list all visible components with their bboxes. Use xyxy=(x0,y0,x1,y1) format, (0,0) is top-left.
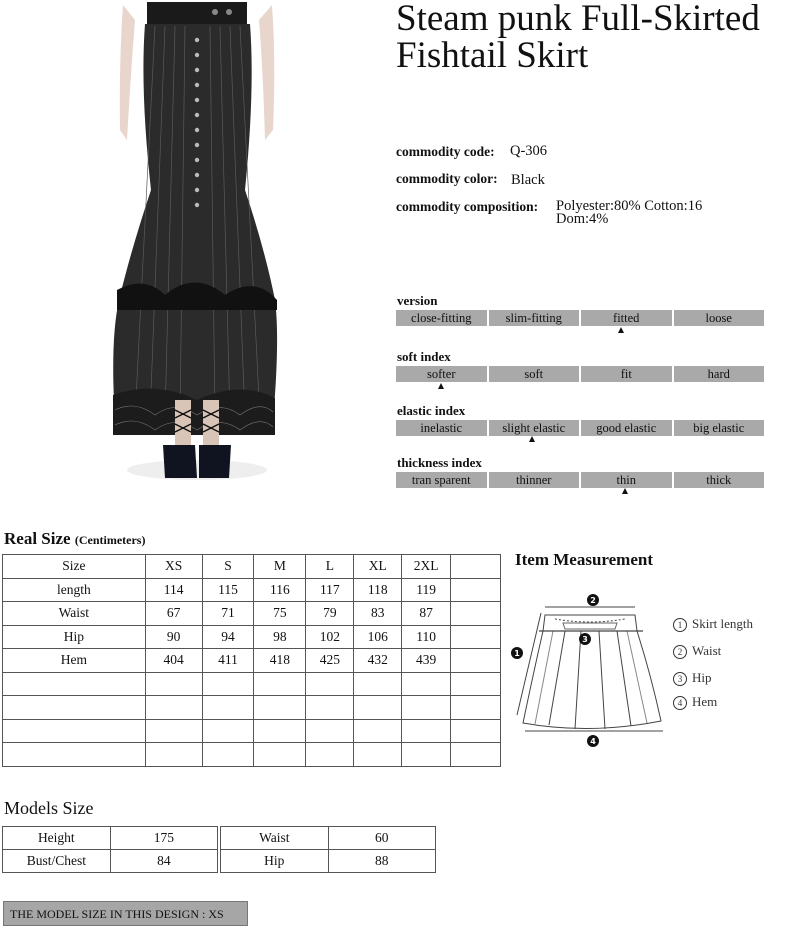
table-cell: 425 xyxy=(306,649,354,673)
table-cell: 87 xyxy=(402,602,451,626)
thickness-index-option: thick xyxy=(674,472,765,488)
table-cell xyxy=(145,719,202,743)
thickness-index-bar xyxy=(396,472,764,488)
diagram-label-waist: 2 xyxy=(590,596,596,605)
models-size-title: Models Size xyxy=(4,798,94,818)
table-cell: 75 xyxy=(254,602,306,626)
elastic-index-title: elastic index xyxy=(397,403,466,418)
table-cell: 106 xyxy=(354,625,402,649)
table-cell: 116 xyxy=(254,578,306,602)
table-row xyxy=(3,696,501,720)
thickness-index-title: thickness index xyxy=(397,455,482,470)
commodity-code-value: Q-306 xyxy=(510,143,548,159)
table-cell xyxy=(402,743,451,767)
commodity-color-value: Black xyxy=(511,172,545,188)
elastic-index-option: big elastic xyxy=(674,420,765,436)
version-option: fitted xyxy=(581,310,672,326)
table-row xyxy=(3,743,501,767)
real-size-heading: Real Size xyxy=(4,529,71,548)
table-cell: XL xyxy=(354,555,402,579)
legend-hem xyxy=(673,694,717,710)
commodity-composition-value-2: Dom:4% xyxy=(556,211,609,227)
table-cell: 102 xyxy=(306,625,354,649)
soft-index-option: soft xyxy=(489,366,580,382)
commodity-code-label: commodity code: xyxy=(396,144,495,159)
models-table-left xyxy=(2,826,218,873)
table-cell xyxy=(451,602,501,626)
table-cell xyxy=(3,743,146,767)
version-marker-icon xyxy=(618,327,624,333)
diagram-label-length: 1 xyxy=(514,649,520,658)
table-cell xyxy=(354,696,402,720)
table-cell xyxy=(3,672,146,696)
thickness-index-option: thin xyxy=(581,472,672,488)
table-cell: XS xyxy=(145,555,202,579)
soft-index-title: soft index xyxy=(397,349,451,364)
legend-label: Skirt length xyxy=(692,616,754,631)
table-row xyxy=(3,649,501,673)
table-cell: 418 xyxy=(254,649,306,673)
table-cell: 119 xyxy=(402,578,451,602)
table-cell: L xyxy=(306,555,354,579)
table-cell xyxy=(306,696,354,720)
commodity-composition-value: Polyester:80% Cotton:16 xyxy=(556,198,703,214)
legend-skirt-length xyxy=(673,616,753,632)
table-cell xyxy=(402,672,451,696)
model-hip-value: 88 xyxy=(328,850,435,873)
legend-number: 4 xyxy=(673,696,687,710)
skirt-measurement-diagram xyxy=(505,585,675,755)
soft-index-option: fit xyxy=(581,366,672,382)
model-bust-value: 84 xyxy=(110,850,217,873)
table-row xyxy=(3,719,501,743)
table-row xyxy=(3,625,501,649)
table-cell xyxy=(451,743,501,767)
table-cell xyxy=(254,743,306,767)
size-table-header xyxy=(3,555,501,579)
thickness-index-marker-icon xyxy=(622,488,628,494)
table-cell xyxy=(145,743,202,767)
models-table-right xyxy=(220,826,436,873)
table-cell xyxy=(451,649,501,673)
table-cell: Hip xyxy=(3,625,146,649)
table-cell xyxy=(254,696,306,720)
thickness-index-option: thinner xyxy=(489,472,580,488)
table-cell: 115 xyxy=(202,578,254,602)
soft-index-bar xyxy=(396,366,764,382)
table-cell xyxy=(254,672,306,696)
version-bar xyxy=(396,310,764,326)
table-cell: 79 xyxy=(306,602,354,626)
model-waist-label: Waist xyxy=(221,827,329,850)
version-title: version xyxy=(397,293,438,308)
table-cell xyxy=(451,555,501,579)
table-cell: 98 xyxy=(254,625,306,649)
table-cell: 90 xyxy=(145,625,202,649)
table-cell: Size xyxy=(3,555,146,579)
table-cell xyxy=(202,743,254,767)
thickness-index-option: tran sparent xyxy=(396,472,487,488)
real-size-table xyxy=(2,554,501,767)
legend-label: Waist xyxy=(692,643,722,658)
model-hip-label: Hip xyxy=(221,850,329,873)
table-row xyxy=(3,602,501,626)
commodity-composition-label: commodity composition: xyxy=(396,199,539,214)
version-option: slim-fitting xyxy=(489,310,580,326)
legend-label: Hip xyxy=(692,670,712,685)
soft-index-option: softer xyxy=(396,366,487,382)
table-cell xyxy=(354,719,402,743)
legend-label: Hem xyxy=(692,694,718,709)
table-cell: 439 xyxy=(402,649,451,673)
real-size-title xyxy=(4,529,145,549)
table-cell xyxy=(306,672,354,696)
table-cell: 2XL xyxy=(402,555,451,579)
table-cell: 110 xyxy=(402,625,451,649)
elastic-index-option: slight elastic xyxy=(489,420,580,436)
version-option: loose xyxy=(674,310,765,326)
table-cell: 404 xyxy=(145,649,202,673)
table-cell xyxy=(451,672,501,696)
legend-number: 3 xyxy=(673,672,687,686)
table-cell xyxy=(202,719,254,743)
table-cell: 71 xyxy=(202,602,254,626)
table-cell: 94 xyxy=(202,625,254,649)
table-cell xyxy=(306,743,354,767)
table-cell: M xyxy=(254,555,306,579)
table-cell: 117 xyxy=(306,578,354,602)
elastic-index-option: inelastic xyxy=(396,420,487,436)
table-cell xyxy=(202,672,254,696)
table-cell xyxy=(451,696,501,720)
table-cell xyxy=(451,719,501,743)
model-waist-value: 60 xyxy=(328,827,435,850)
diagram-label-hip: 3 xyxy=(582,635,588,644)
table-cell: Hem xyxy=(3,649,146,673)
table-cell xyxy=(3,719,146,743)
table-cell: 411 xyxy=(202,649,254,673)
table-cell xyxy=(402,696,451,720)
elastic-index-marker-icon xyxy=(529,436,535,442)
table-cell xyxy=(354,672,402,696)
soft-index-marker-icon xyxy=(438,383,444,389)
legend-hip xyxy=(673,670,712,686)
table-row xyxy=(3,578,501,602)
item-measurement-title: Item Measurement xyxy=(515,550,654,569)
model-height-label: Height xyxy=(3,827,111,850)
product-title: Steam punk Full-Skirted Fishtail Skirt xyxy=(396,0,760,76)
elastic-index-option: good elastic xyxy=(581,420,672,436)
table-cell xyxy=(306,719,354,743)
legend-number: 1 xyxy=(673,618,687,632)
table-cell xyxy=(354,743,402,767)
table-cell xyxy=(145,672,202,696)
legend-number: 2 xyxy=(673,645,687,659)
model-bust-label: Bust/Chest xyxy=(3,850,111,873)
table-cell: 432 xyxy=(354,649,402,673)
table-cell xyxy=(451,578,501,602)
table-cell: 67 xyxy=(145,602,202,626)
table-cell: 114 xyxy=(145,578,202,602)
version-option: close-fitting xyxy=(396,310,487,326)
soft-index-option: hard xyxy=(674,366,765,382)
table-cell: 83 xyxy=(354,602,402,626)
table-row xyxy=(3,672,501,696)
commodity-color-label: commodity color: xyxy=(396,171,498,186)
table-cell: length xyxy=(3,578,146,602)
model-size-note: THE MODEL SIZE IN THIS DESIGN : XS xyxy=(3,901,248,926)
table-cell: Waist xyxy=(3,602,146,626)
table-cell xyxy=(202,696,254,720)
legend-waist xyxy=(673,643,721,659)
table-cell xyxy=(3,696,146,720)
real-size-unit: (Centimeters) xyxy=(74,533,146,547)
table-cell xyxy=(145,696,202,720)
model-height-value: 175 xyxy=(110,827,217,850)
table-cell xyxy=(451,625,501,649)
diagram-label-hem: 4 xyxy=(590,737,596,746)
table-cell xyxy=(254,719,306,743)
table-cell xyxy=(402,719,451,743)
table-cell: 118 xyxy=(354,578,402,602)
table-cell: S xyxy=(202,555,254,579)
elastic-index-bar xyxy=(396,420,764,436)
product-photo xyxy=(105,0,290,490)
